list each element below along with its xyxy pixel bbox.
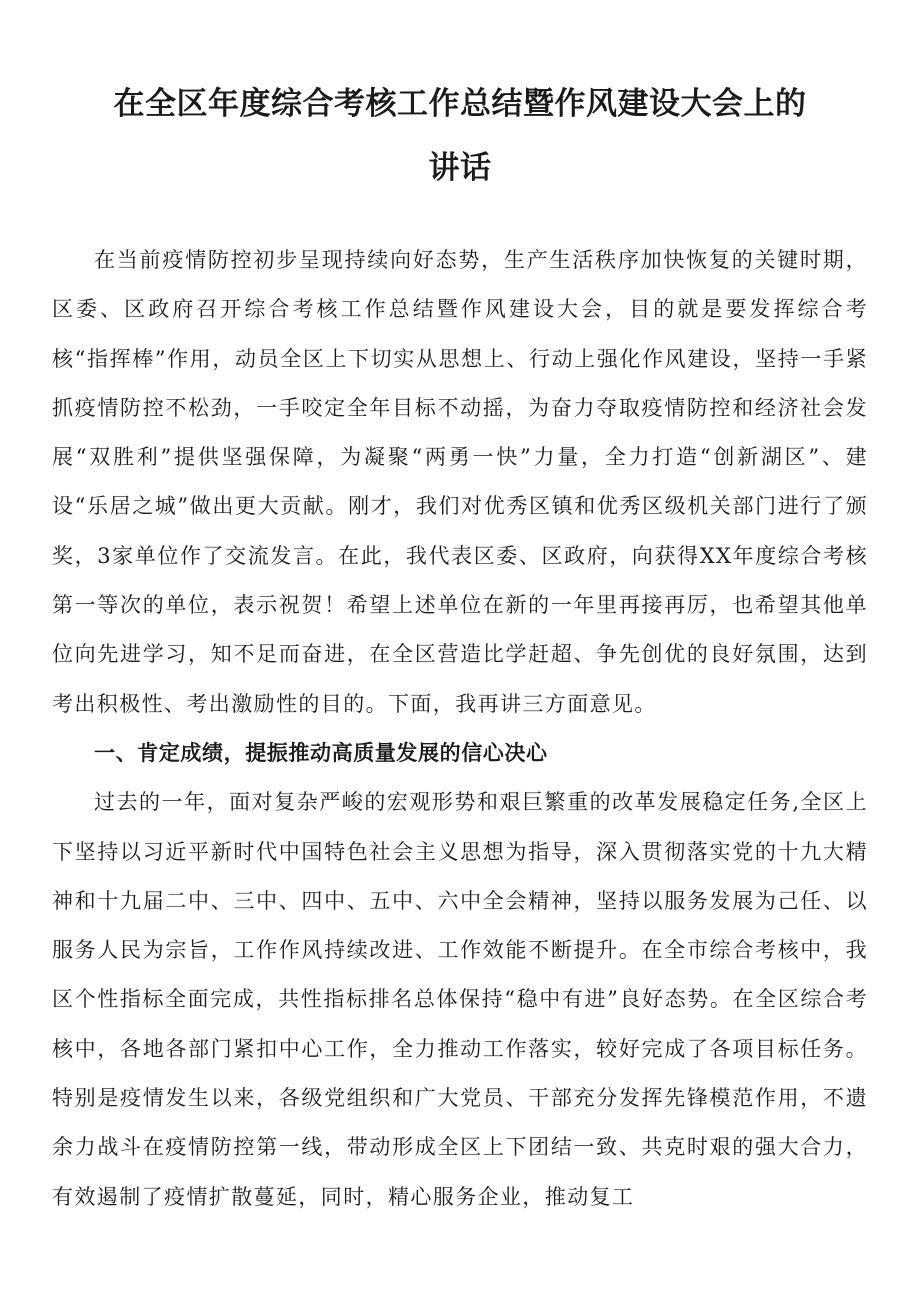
section-heading-1: 一、肯定成绩，提振推动高质量发展的信心决心 bbox=[94, 740, 548, 765]
section-1-paragraph: 过去的一年，面对复杂严峻的宏观形势和艰巨繁重的改革发展稳定任务,全区上下坚持以习近平新时代中国特色社会主义思想为指导，深入贯彻落实党的十九大精神和十九届二中、三中、四中、五中、六中全会精神，坚持以服务发展为己任、以服务人民为宗旨，工作作风持续改进、工作效能不断提升。在全市综合考核中，我区个性指标全面完成，共性指标排名总体保持“稳中有进”良好态势。在全区综合考核中，各地各部门紧扣中心工作，全力推动工作落实，较好完成了各项目标任务。特别是疫情发生以来，各级党组织和广大党员、干部充分发挥先锋模范作用，不遗余力战斗在疫情防控第一线，带动形成全区上下团结一致、共克时艰的强大合力，有效遏制了疫情扩散蔓延，同时，精心服务企业，推动复工 bbox=[52, 790, 868, 1209]
document-title bbox=[52, 72, 868, 200]
document-body bbox=[52, 236, 868, 1222]
title-line-2: 讲话 bbox=[428, 150, 492, 186]
intro-paragraph: 在当前疫情防控初步呈现持续向好态势，生产生活秩序加快恢复的关键时期，区委、区政府召开综合考核工作总结暨作风建设大会，目的就是要发挥综合考核“指挥棒”作用，动员全区上下切实从思想上、行动上强化作风建设，坚持一手紧抓疫情防控不松劲，一手咬定全年目标不动摇，为奋力夺取疫情防控和经济社会发展“双胜利”提供坚强保障，为凝聚“两勇一快”力量，全力打造“创新湖区”、建设“乐居之城”做出更大贡献。刚才，我们对优秀区镇和优秀区级机关部门进行了颁奖，3家单位作了交流发言。在此，我代表区委、区政府，向获得XX年度综合考核第一等次的单位，表示祝贺！希望上述单位在新的一年里再接再厉，也希望其他单位向先进学习，知不足而奋进，在全区营造比学赶超、争先创优的良好氛围，达到考出积极性、考出激励性的目的。下面，我再讲三方面意见。 bbox=[52, 248, 868, 716]
title-line-1: 在全区年度综合考核工作总结暨作风建设大会上的 bbox=[113, 86, 807, 122]
